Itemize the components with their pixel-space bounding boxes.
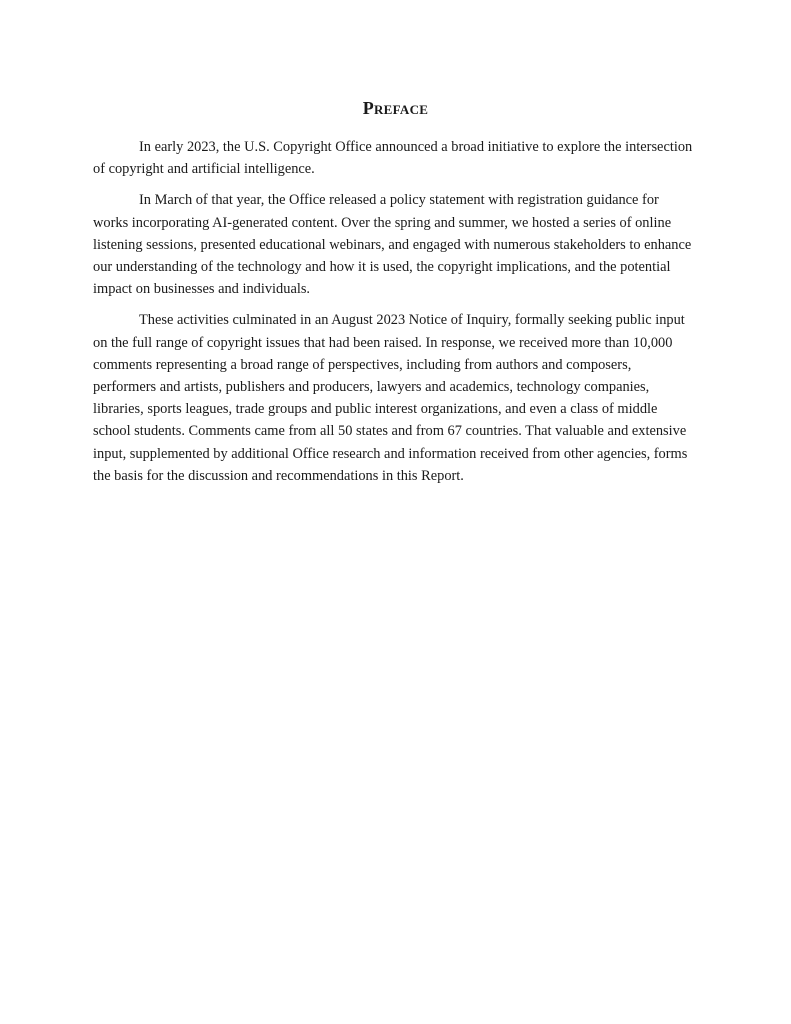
paragraph-2: In March of that year, the Office released a policy statement with registration guidance for works incorporating AI-generated content. Over the spring and summer, we hosted a series of online listening sessions, presented educational webinars, and engaged with numerous stakeholders to enhance our understanding of the technology and how it is used, the copyright implications, and the potential impact on businesses and individuals.	[93, 192, 692, 298]
paragraph-3: These activities culminated in an August 2023 Notice of Inquiry, formally seeking public input on the full range of copyright issues that had been raised. In response, we received more than 10,000 comments representing a broad range of perspectives, including from authors and composers, performers and artists, publishers and producers, lawyers and academics, technology companies, libraries, sports leagues, trade groups and public interest organizations, and even a class of middle school students. Comments came from all 50 states and from 67 countries. That valuable and extensive input, supplemented by additional Office research and information received from other agencies, forms the basis for the discussion and recommendations in this Report.	[93, 312, 688, 484]
document-body	[93, 136, 697, 496]
page-title: Preface	[362, 98, 429, 118]
paragraph-1: In early 2023, the U.S. Copyright Office announced a broad initiative to explore the intersection of copyright and artificial intelligence.	[93, 139, 693, 178]
